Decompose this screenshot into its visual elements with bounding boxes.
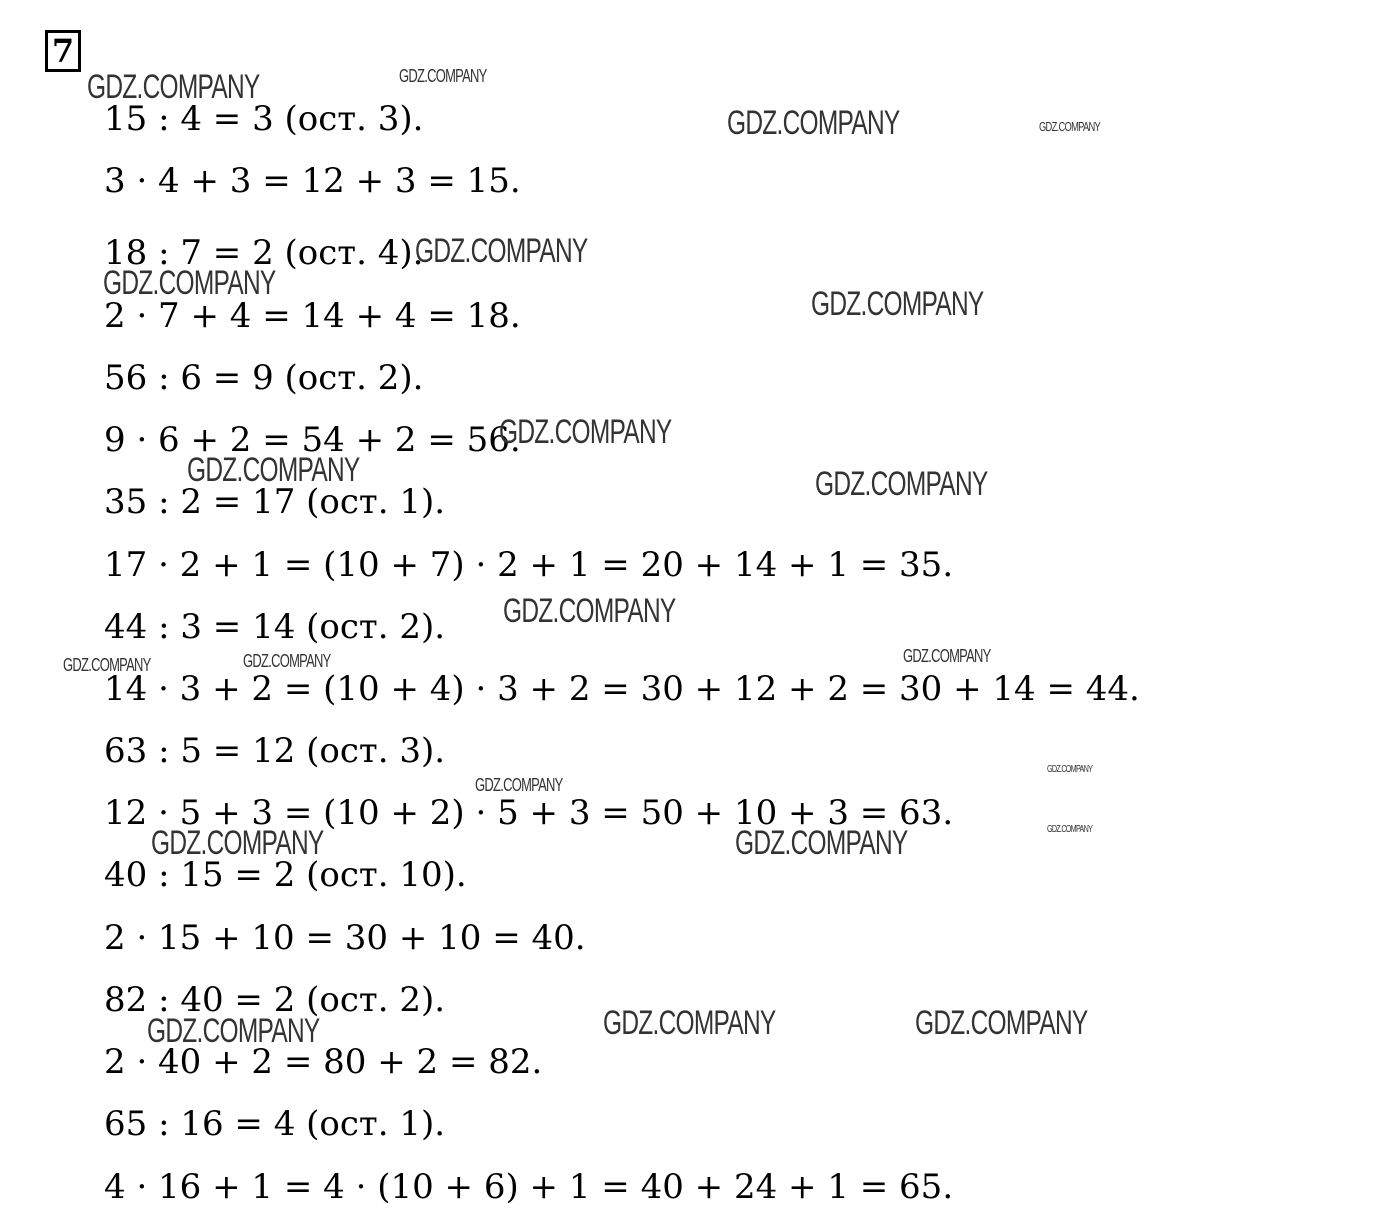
watermark: GDZ.COMPANY [811,285,984,323]
watermark: GDZ.COMPANY [87,68,260,106]
watermark: GDZ.COMPANY [499,413,672,451]
watermark: GDZ.COMPANY [915,1004,1088,1042]
equation-line: 14 · 3 + 2 = (10 + 4) · 3 + 2 = 30 + 12 + 2 = 30 + 14 = 44. [104,669,1140,709]
watermark: GDZ.COMPANY [415,232,588,270]
watermark: GDZ.COMPANY [903,646,991,666]
equation-line: 44 : 3 = 14 (ост. 2). [104,607,446,647]
equation-line: 40 : 15 = 2 (ост. 10). [104,855,467,895]
watermark: GDZ.COMPANY [603,1004,776,1042]
watermark: GDZ.COMPANY [399,66,487,86]
equation-line: 35 : 2 = 17 (ост. 1). [104,482,446,522]
watermark: GDZ.COMPANY [1039,119,1101,134]
watermark: GDZ.COMPANY [243,651,331,671]
equation-line: 12 · 5 + 3 = (10 + 2) · 5 + 3 = 50 + 10 + 3 = 63. [104,793,954,833]
equation-line: 2 · 40 + 2 = 80 + 2 = 82. [104,1042,543,1082]
watermark: GDZ.COMPANY [815,465,988,503]
equation-line: 4 · 16 + 1 = 4 · (10 + 6) + 1 = 40 + 24 + 1 = 65. [104,1167,954,1207]
watermark: GDZ.COMPANY [1047,824,1093,835]
watermark: GDZ.COMPANY [735,824,908,862]
equation-line: 82 : 40 = 2 (ост. 2). [104,980,446,1020]
watermark: GDZ.COMPANY [503,592,676,630]
task-number-box: 7 [45,30,81,72]
watermark: GDZ.COMPANY [727,104,900,142]
equation-line: 17 · 2 + 1 = (10 + 7) · 2 + 1 = 20 + 14 + 1 = 35. [104,545,954,585]
equation-line: 9 · 6 + 2 = 54 + 2 = 56. [104,420,521,460]
equation-line: 15 : 4 = 3 (ост. 3). [104,99,424,139]
equation-line: 56 : 6 = 9 (ост. 2). [104,358,424,398]
equation-line: 2 · 15 + 10 = 30 + 10 = 40. [104,918,586,958]
watermark: GDZ.COMPANY [103,264,276,302]
watermark: GDZ.COMPANY [187,451,360,489]
equation-line: 2 · 7 + 4 = 14 + 4 = 18. [104,296,521,336]
watermark: GDZ.COMPANY [63,655,151,675]
equation-line: 3 · 4 + 3 = 12 + 3 = 15. [104,161,521,201]
equation-line: 63 : 5 = 12 (ост. 3). [104,731,446,771]
watermark: GDZ.COMPANY [1047,764,1093,775]
equation-line: 18 : 7 = 2 (ост. 4). [104,233,424,273]
watermark: GDZ.COMPANY [147,1012,320,1050]
watermark: GDZ.COMPANY [475,775,563,795]
watermark: GDZ.COMPANY [151,824,324,862]
equation-line: 65 : 16 = 4 (ост. 1). [104,1104,446,1144]
